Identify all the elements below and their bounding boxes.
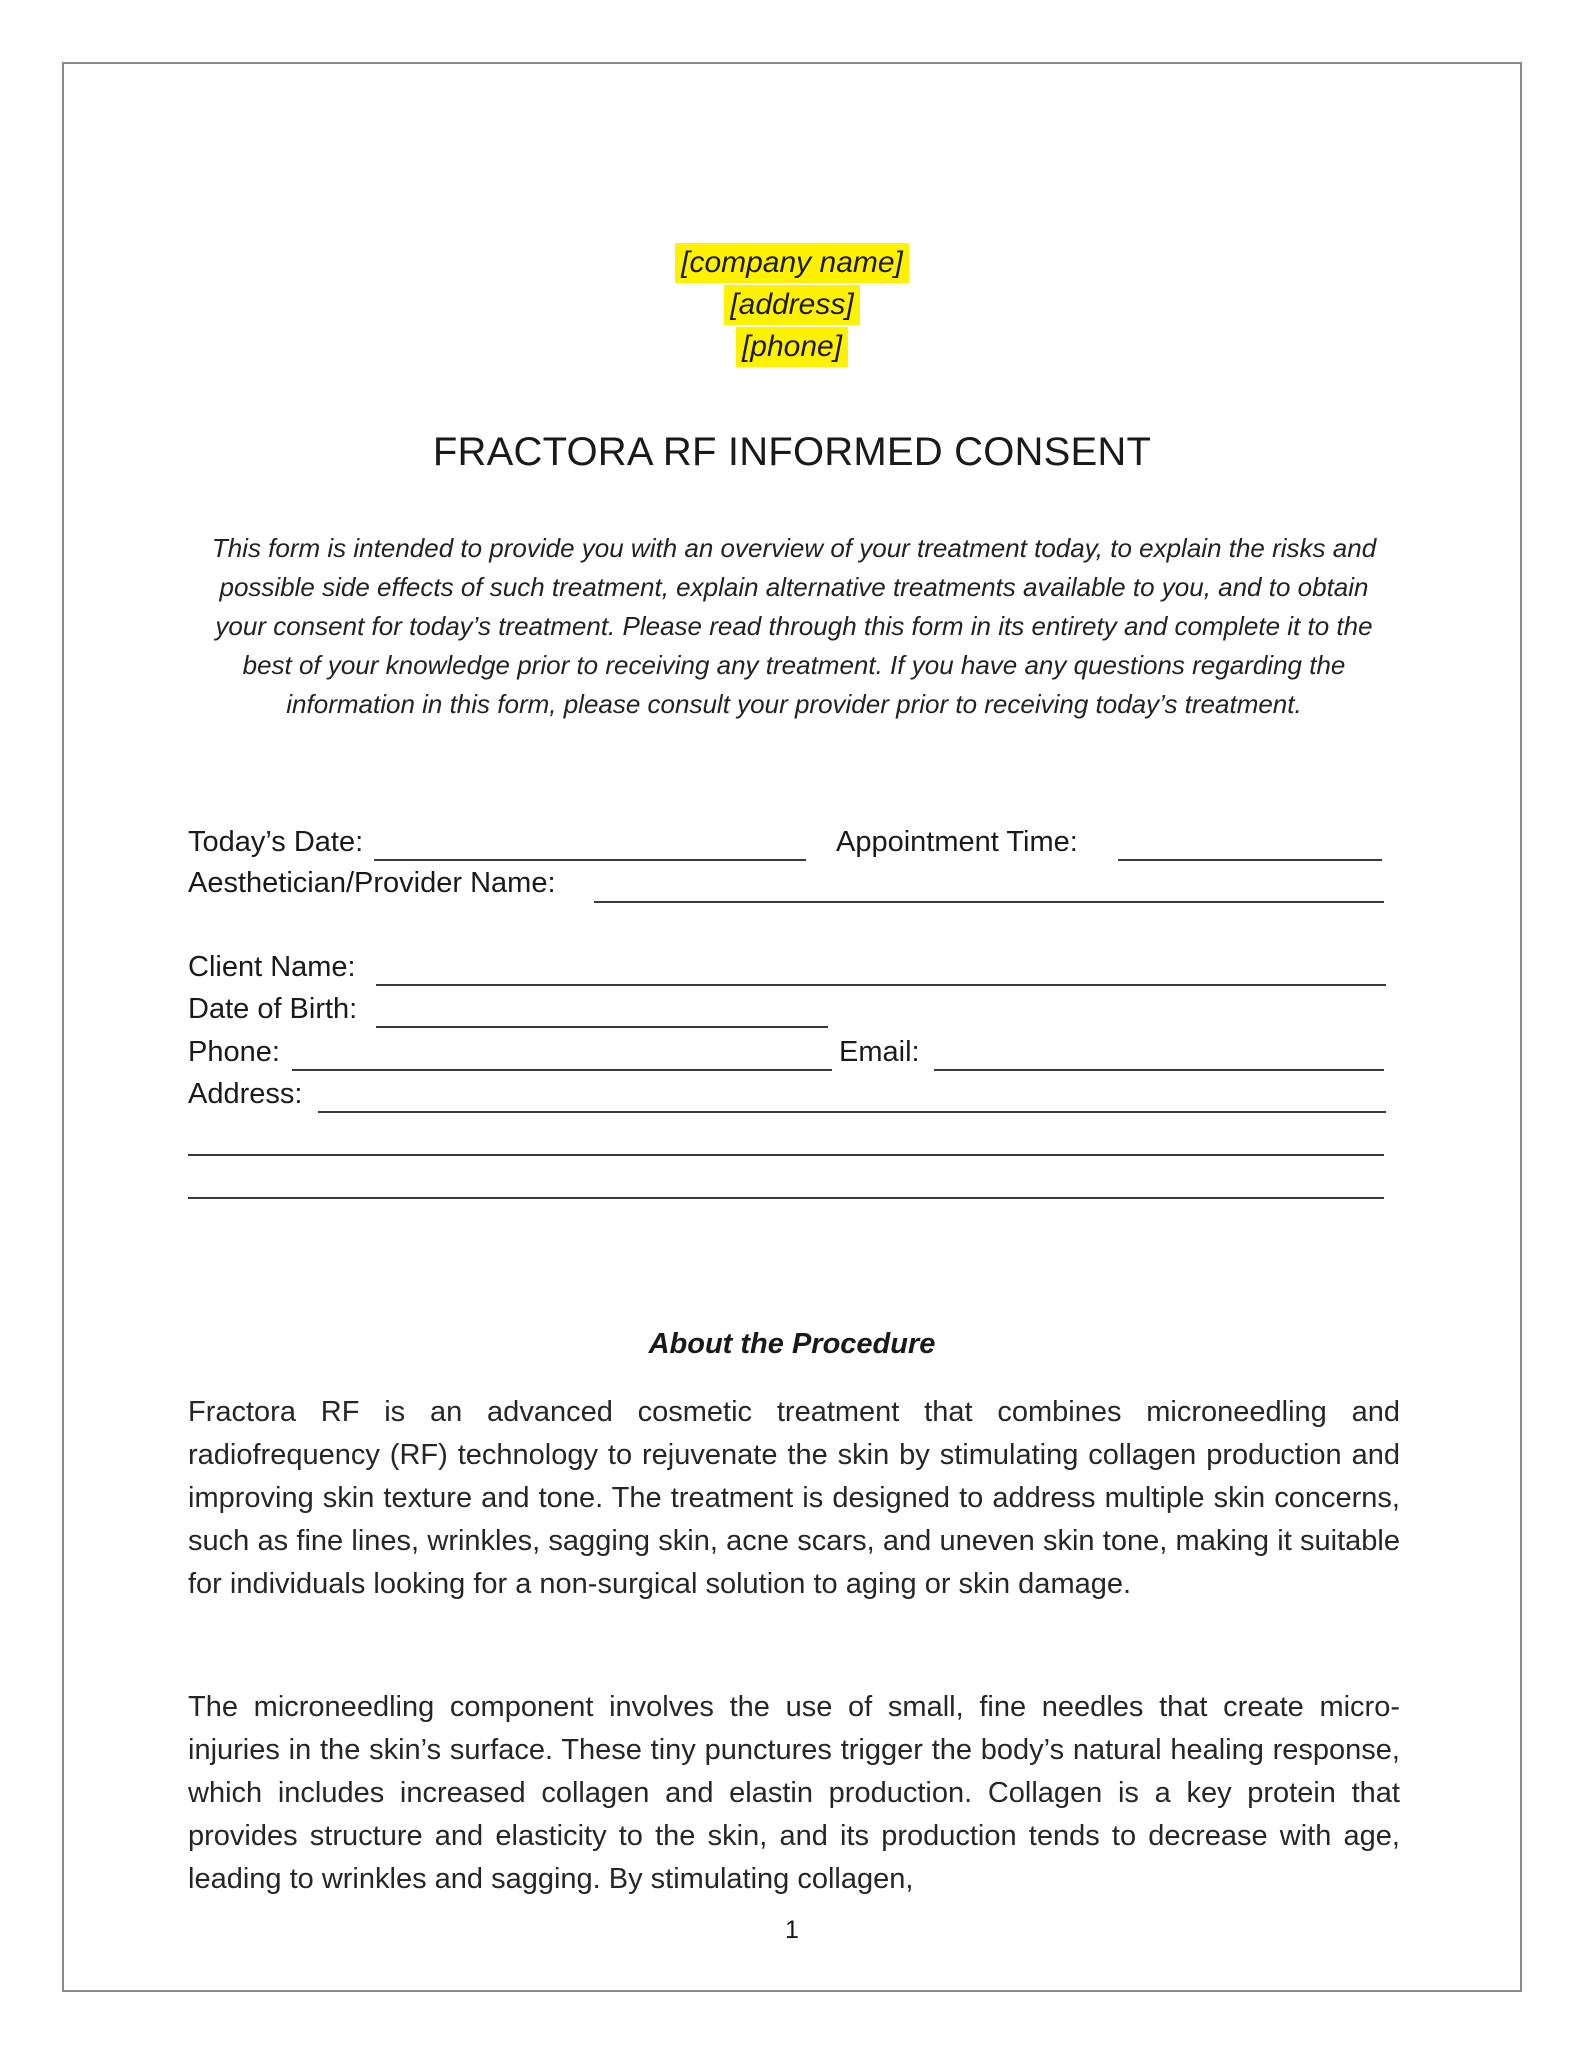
phone-label: Phone: — [188, 1036, 280, 1068]
phone-row — [188, 1032, 280, 1072]
section-heading: About the Procedure — [648, 1328, 936, 1360]
provider-name-line[interactable] — [594, 901, 1384, 903]
document-title: FRACTORA RF INFORMED CONSENT — [432, 430, 1152, 474]
date-of-birth-line[interactable] — [376, 1026, 828, 1028]
intro-paragraph: This form is intended to provide you with an overview of your treatment today, to explain the risks and possible side effects of such treatment, explain alternative treatments available to you, and to obtain your consent for today’s treatment. Please read through this form in its entirety and complete it to the best of your knowledge prior to receiving any treatment. If you have any questions regarding the information in this form, please consult your provider prior to receiving today’s treatment. — [211, 533, 1377, 719]
address-placeholder: [address] — [724, 285, 859, 325]
provider-name-label: Aesthetician/Provider Name: — [188, 867, 556, 899]
appointment-time-row — [836, 822, 1078, 862]
email-row — [839, 1032, 920, 1072]
email-line[interactable] — [934, 1069, 1384, 1071]
address-line-3[interactable] — [188, 1197, 1384, 1199]
document-page — [62, 62, 1522, 1992]
procedure-paragraph-1: Fractora RF is an advanced cosmetic treatment that combines microneedling and radiofrequency (RF) technology to rejuvenate the skin by stimulating collagen production and improving skin texture and tone. The treatment is designed to address multiple skin concerns, such as fine lines, wrinkles, sagging skin, acne scars, and uneven skin tone, making it suitable for individuals looking for a non-surgical solution to aging or skin damage. — [188, 1396, 1400, 1600]
appointment-time-label: Appointment Time: — [836, 826, 1078, 858]
todays-date-line[interactable] — [374, 859, 806, 861]
client-name-row — [188, 947, 356, 987]
phone-line[interactable] — [292, 1069, 832, 1071]
todays-date-row — [188, 822, 363, 862]
phone-placeholder: [phone] — [736, 327, 848, 367]
page-number: 1 — [785, 1916, 799, 1944]
appointment-time-line[interactable] — [1118, 859, 1382, 861]
company-name-placeholder: [company name] — [675, 243, 909, 283]
email-label: Email: — [839, 1036, 920, 1068]
address-label: Address: — [188, 1078, 303, 1110]
address-row — [188, 1074, 302, 1114]
company-header — [64, 242, 1520, 368]
address-line-1[interactable] — [318, 1111, 1386, 1113]
address-line-2[interactable] — [188, 1154, 1384, 1156]
date-of-birth-row — [188, 989, 357, 1029]
client-name-label: Client Name: — [188, 951, 356, 983]
todays-date-label: Today’s Date: — [188, 826, 364, 858]
provider-name-row — [188, 863, 556, 903]
client-name-line[interactable] — [376, 984, 1386, 986]
date-of-birth-label: Date of Birth: — [188, 993, 358, 1025]
procedure-paragraph-2: The microneedling component involves the use of small, fine needles that create micro-injuries in the skin’s surface. These tiny punctures trigger the body’s natural healing response, which includes increased collagen and elastin production. Collagen is a key protein that provides structure and elasticity to the skin, and its production tends to decrease with age, leading to wrinkles and sagging. By stimulating collagen, — [188, 1691, 1400, 1895]
